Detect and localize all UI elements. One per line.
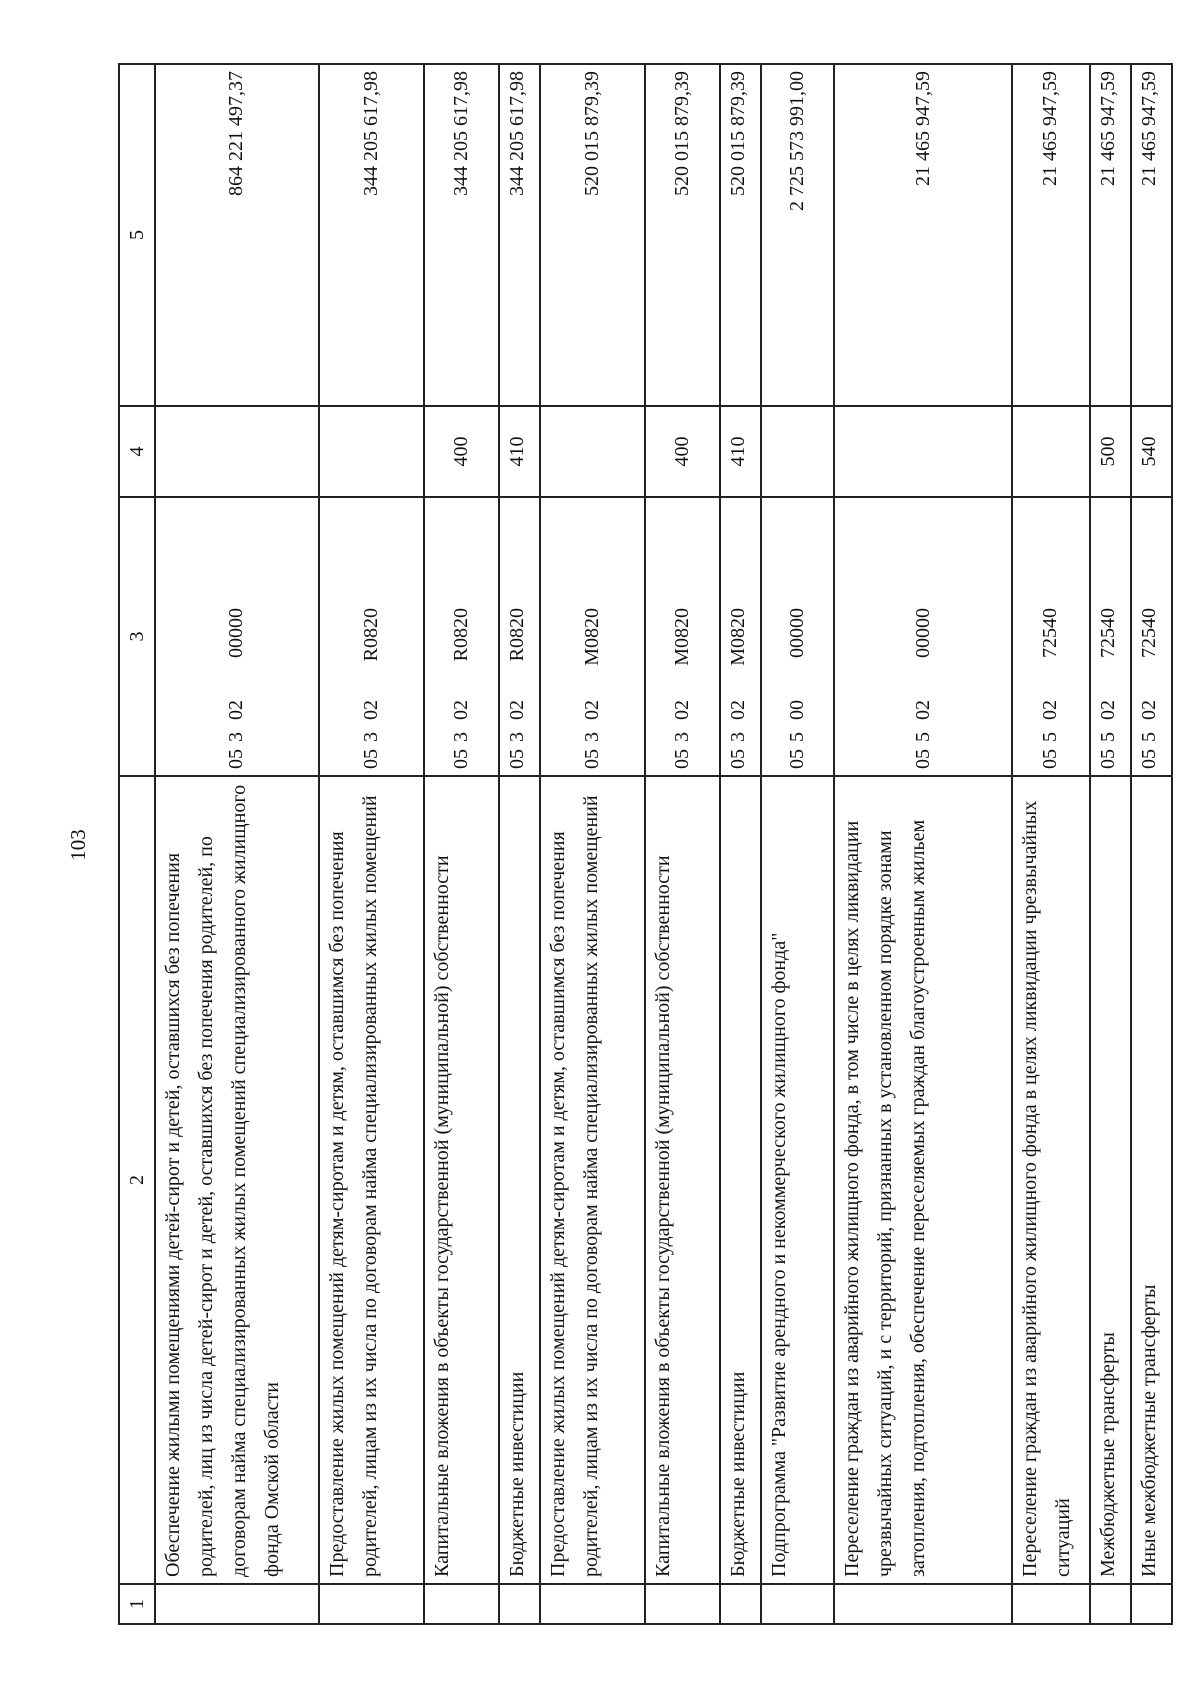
row-type-cell bbox=[834, 406, 1012, 497]
code-part-b: 3 bbox=[671, 732, 694, 742]
code-part-d: M0820 bbox=[671, 608, 694, 666]
code-part-b: 3 bbox=[225, 732, 248, 742]
header-col-3: 3 bbox=[119, 497, 155, 776]
row-amount-cell: 2 725 573 991,00 bbox=[761, 64, 834, 406]
row-number-cell bbox=[1131, 1584, 1172, 1624]
row-amount-cell: 520 015 879,39 bbox=[540, 64, 646, 406]
row-name-cell: Капитальные вложения в объекты государственной (муниципальной) собственности bbox=[424, 776, 498, 1584]
code-part-b: 3 bbox=[581, 732, 604, 742]
row-type-cell bbox=[540, 406, 646, 497]
row-name-cell: Иные межбюджетные трансферты bbox=[1131, 776, 1172, 1584]
code-part-a: 05 bbox=[225, 749, 248, 769]
code-part-a: 05 bbox=[505, 749, 528, 769]
code-part-c: 02 bbox=[911, 700, 934, 720]
row-code-cell bbox=[540, 497, 646, 776]
table-row bbox=[424, 64, 498, 1624]
row-amount-cell: 21 465 947,59 bbox=[1090, 64, 1131, 406]
budget-table bbox=[118, 63, 1173, 1625]
code-part-d: R0820 bbox=[450, 608, 473, 662]
table-row bbox=[1090, 64, 1131, 1624]
code-part-b: 5 bbox=[786, 732, 809, 742]
code-part-a: 05 bbox=[450, 749, 473, 769]
code-part-c: 02 bbox=[1137, 700, 1160, 720]
row-amount-cell: 520 015 879,39 bbox=[645, 64, 719, 406]
code-part-b: 3 bbox=[360, 732, 383, 742]
code-part-c: 02 bbox=[1039, 700, 1062, 720]
row-name-cell: Межбюджетные трансферты bbox=[1090, 776, 1131, 1584]
table-row bbox=[645, 64, 719, 1624]
table-row bbox=[1131, 64, 1172, 1624]
row-code-cell bbox=[499, 497, 540, 776]
row-name-cell: Предоставление жилых помещений детям-сиротам и детям, оставшимся без попечения родителей, лицам из их числа по договорам найма специализированных жилых помещений bbox=[319, 776, 425, 1584]
row-number-cell bbox=[645, 1584, 719, 1624]
row-code-cell bbox=[1090, 497, 1131, 776]
header-col-5: 5 bbox=[119, 64, 155, 406]
code-part-d: 00000 bbox=[225, 608, 248, 658]
row-amount-cell: 344 205 617,98 bbox=[499, 64, 540, 406]
row-type-cell bbox=[155, 406, 319, 497]
code-part-a: 05 bbox=[1039, 749, 1062, 769]
row-name-cell: Переселение граждан из аварийного жилищного фонда, в том числе в целях ликвидации чрезвычайных ситуаций, и с территорий, признанных в установленном порядке зонами затопления, подтопления, обеспечение переселяемых граждан благоустроенным жильем bbox=[834, 776, 1012, 1584]
header-col-1: 1 bbox=[119, 1584, 155, 1624]
code-part-a: 05 bbox=[360, 749, 383, 769]
table-row bbox=[499, 64, 540, 1624]
row-amount-cell: 21 465 947,59 bbox=[1012, 64, 1090, 406]
code-part-b: 3 bbox=[505, 732, 528, 742]
code-part-b: 5 bbox=[1137, 732, 1160, 742]
row-amount-cell: 344 205 617,98 bbox=[424, 64, 498, 406]
code-part-d: 72540 bbox=[1096, 608, 1119, 658]
code-part-c: 02 bbox=[581, 700, 604, 720]
table-row bbox=[761, 64, 834, 1624]
row-name-cell: Предоставление жилых помещений детям-сиротам и детям, оставшимся без попечения родителей, лицам из их числа по договорам найма специализированных жилых помещений bbox=[540, 776, 646, 1584]
row-type-cell bbox=[761, 406, 834, 497]
row-type-cell bbox=[319, 406, 425, 497]
row-type-cell: 500 bbox=[1090, 406, 1131, 497]
code-part-c: 02 bbox=[505, 700, 528, 720]
row-name-cell: Капитальные вложения в объекты государственной (муниципальной) собственности bbox=[645, 776, 719, 1584]
code-part-d: 72540 bbox=[1039, 608, 1062, 658]
code-part-d: 00000 bbox=[911, 608, 934, 658]
row-code-cell bbox=[1131, 497, 1172, 776]
row-number-cell bbox=[155, 1584, 319, 1624]
code-part-d: M0820 bbox=[726, 608, 749, 666]
code-part-c: 02 bbox=[360, 700, 383, 720]
row-code-cell bbox=[761, 497, 834, 776]
code-part-a: 05 bbox=[671, 749, 694, 769]
row-code-cell bbox=[645, 497, 719, 776]
row-amount-cell: 344 205 617,98 bbox=[319, 64, 425, 406]
code-part-b: 5 bbox=[1096, 732, 1119, 742]
table-row bbox=[540, 64, 646, 1624]
code-part-d: M0820 bbox=[581, 608, 604, 666]
row-name-cell: Бюджетные инвестиции bbox=[499, 776, 540, 1584]
code-part-c: 02 bbox=[671, 700, 694, 720]
row-code-cell bbox=[155, 497, 319, 776]
row-code-cell bbox=[424, 497, 498, 776]
code-part-a: 05 bbox=[581, 749, 604, 769]
row-type-cell: 410 bbox=[499, 406, 540, 497]
table-row bbox=[720, 64, 761, 1624]
row-number-cell bbox=[499, 1584, 540, 1624]
row-number-cell bbox=[720, 1584, 761, 1624]
page-number: 103 bbox=[66, 829, 90, 861]
code-part-a: 05 bbox=[786, 749, 809, 769]
row-code-cell bbox=[720, 497, 761, 776]
row-name-cell: Переселение граждан из аварийного жилищного фонда в целях ликвидации чрезвычайных ситуаций bbox=[1012, 776, 1090, 1584]
code-part-a: 05 bbox=[726, 749, 749, 769]
row-name-cell: Подпрограмма "Развитие арендного и некоммерческого жилищного фонда" bbox=[761, 776, 834, 1584]
row-code-cell bbox=[319, 497, 425, 776]
row-number-cell bbox=[319, 1584, 425, 1624]
code-part-a: 05 bbox=[1137, 749, 1160, 769]
row-number-cell bbox=[540, 1584, 646, 1624]
code-part-c: 00 bbox=[786, 700, 809, 720]
code-part-d: 72540 bbox=[1137, 608, 1160, 658]
row-number-cell bbox=[761, 1584, 834, 1624]
row-code-cell bbox=[834, 497, 1012, 776]
row-name-cell: Обеспечение жилыми помещениями детей-сирот и детей, оставшихся без попечения родителей, лиц из числа детей-сирот и детей, оставшихся без попечения родителей, по договорам найма специализированных жилых помещений специализированного жилищного фонда Омской области bbox=[155, 776, 319, 1584]
row-type-cell: 410 bbox=[720, 406, 761, 497]
code-part-b: 5 bbox=[1039, 732, 1062, 742]
code-part-d: 00000 bbox=[786, 608, 809, 658]
row-name-cell: Бюджетные инвестиции bbox=[720, 776, 761, 1584]
code-part-b: 5 bbox=[911, 732, 934, 742]
code-part-c: 02 bbox=[726, 700, 749, 720]
table-row bbox=[834, 64, 1012, 1624]
row-type-cell: 540 bbox=[1131, 406, 1172, 497]
row-type-cell: 400 bbox=[645, 406, 719, 497]
row-amount-cell: 21 465 947,59 bbox=[834, 64, 1012, 406]
row-type-cell: 400 bbox=[424, 406, 498, 497]
code-part-b: 3 bbox=[450, 732, 473, 742]
code-part-a: 05 bbox=[911, 749, 934, 769]
code-part-d: R0820 bbox=[360, 608, 383, 662]
code-part-d: R0820 bbox=[505, 608, 528, 662]
header-col-2: 2 bbox=[119, 776, 155, 1584]
row-amount-cell: 520 015 879,39 bbox=[720, 64, 761, 406]
row-number-cell bbox=[834, 1584, 1012, 1624]
row-number-cell bbox=[1012, 1584, 1090, 1624]
rotated-table-container bbox=[118, 65, 1173, 1625]
code-part-b: 3 bbox=[726, 732, 749, 742]
header-col-4: 4 bbox=[119, 406, 155, 497]
row-amount-cell: 864 221 497,37 bbox=[155, 64, 319, 406]
row-code-cell bbox=[1012, 497, 1090, 776]
code-part-c: 02 bbox=[225, 700, 248, 720]
code-part-c: 02 bbox=[450, 700, 473, 720]
code-part-a: 05 bbox=[1096, 749, 1119, 769]
table-row bbox=[155, 64, 319, 1624]
code-part-c: 02 bbox=[1096, 700, 1119, 720]
row-number-cell bbox=[424, 1584, 498, 1624]
table-row bbox=[1012, 64, 1090, 1624]
header-row bbox=[119, 64, 155, 1624]
row-number-cell bbox=[1090, 1584, 1131, 1624]
row-type-cell bbox=[1012, 406, 1090, 497]
row-amount-cell: 21 465 947,59 bbox=[1131, 64, 1172, 406]
table-row bbox=[319, 64, 425, 1624]
